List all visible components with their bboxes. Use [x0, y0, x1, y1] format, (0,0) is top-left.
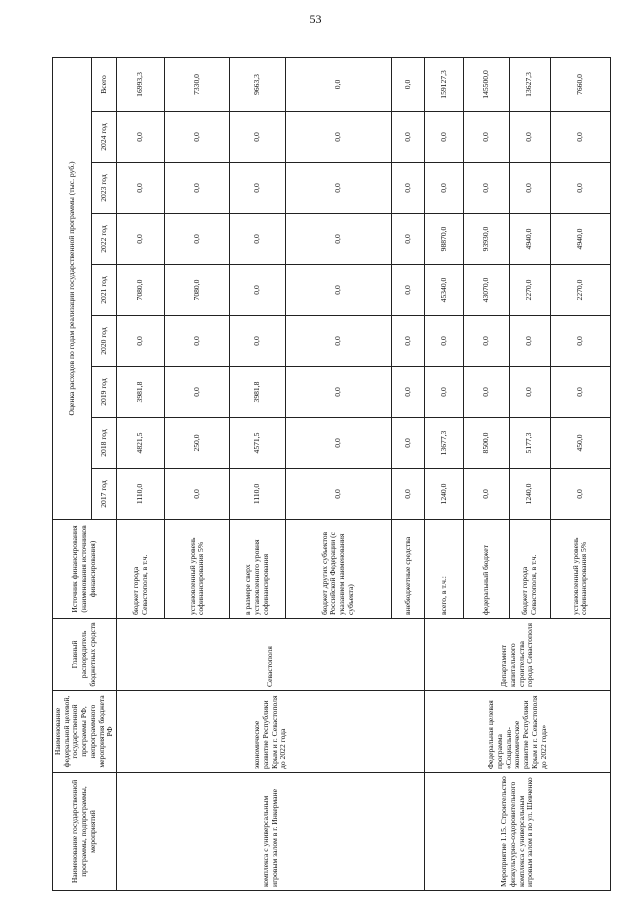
header-total: Всего	[91, 57, 116, 111]
cell-value: 0,0	[165, 163, 230, 214]
cell-federal-program: Федеральная целевая программа «Социально-экономическое развитие Республики Крым и г. Севастополя до 2022 года»	[425, 691, 611, 773]
cell-value: 0,0	[425, 112, 464, 163]
cell-value: 0,0	[117, 316, 165, 367]
header-year: 2021 год	[91, 265, 116, 316]
cell-value: 0,0	[285, 316, 391, 367]
cell-value: 0,0	[230, 316, 285, 367]
rotated-table-container	[52, 58, 603, 891]
cell-value: 4940,0	[509, 214, 550, 265]
cell-total: 159127,3	[425, 57, 464, 111]
table-body	[117, 57, 611, 890]
header-source: Источник финансирования (наименования источников финансирования)	[53, 520, 117, 619]
cell-value: 7080,0	[117, 265, 165, 316]
cell-value: 0,0	[391, 367, 425, 418]
cell-value: 0,0	[391, 163, 425, 214]
cell-value: 13677,3	[425, 418, 464, 469]
cell-value: 4821,5	[117, 418, 165, 469]
cell-value: 0,0	[165, 316, 230, 367]
cell-total: 0,0	[285, 57, 391, 111]
funding-table	[52, 57, 611, 891]
cell-value: 0,0	[117, 112, 165, 163]
cell-value: 0,0	[285, 418, 391, 469]
header-year: 2024 год	[91, 112, 116, 163]
cell-value: 0,0	[550, 163, 610, 214]
cell-value: 0,0	[285, 112, 391, 163]
table-row	[425, 57, 464, 890]
cell-value: 2270,0	[509, 265, 550, 316]
cell-value: 0,0	[509, 163, 550, 214]
header-distributor: Главный распорядитель бюджетных средств	[53, 619, 117, 691]
header-name: Наименование государственной программы, подпрограммы, мероприятий	[53, 773, 117, 891]
page-number: 53	[309, 12, 322, 26]
header-year: 2023 год	[91, 163, 116, 214]
cell-value: 0,0	[285, 469, 391, 520]
cell-value: 1240,0	[425, 469, 464, 520]
cell-source: в размере сверх установленного уровня софинансирования	[230, 520, 285, 619]
cell-federal-program: экономическое развитие Республики Крым и г. Севастополя до 2022 года	[117, 691, 425, 773]
cell-total: 13627,3	[509, 57, 550, 111]
cell-value: 3981,8	[230, 367, 285, 418]
cell-value: 0,0	[464, 469, 510, 520]
cell-name: комплекса с универсальным игровым залом в г. Инкермане	[117, 773, 425, 891]
cell-value: 0,0	[425, 163, 464, 214]
cell-value: 0,0	[230, 214, 285, 265]
cell-value: 7080,0	[165, 265, 230, 316]
header-estimate: Оценка расходов по годам реализации государственной программы (тыс. руб.)	[53, 57, 92, 519]
cell-value: 8500,0	[464, 418, 510, 469]
cell-value: 93930,0	[464, 214, 510, 265]
cell-value: 0,0	[391, 214, 425, 265]
header-year: 2020 год	[91, 316, 116, 367]
cell-value: 5177,3	[509, 418, 550, 469]
header-year: 2017 год	[91, 469, 116, 520]
cell-value: 45340,0	[425, 265, 464, 316]
cell-total: 16993,3	[117, 57, 165, 111]
cell-value: 3981,8	[117, 367, 165, 418]
cell-value: 0,0	[464, 163, 510, 214]
cell-value: 0,0	[230, 163, 285, 214]
cell-value: 250,0	[165, 418, 230, 469]
cell-value: 0,0	[550, 316, 610, 367]
cell-value: 4940,0	[550, 214, 610, 265]
cell-distributor: Департамент капитального строительства города Севастополя	[425, 619, 611, 691]
cell-value: 0,0	[285, 265, 391, 316]
table-row	[117, 57, 165, 890]
cell-value: 450,0	[550, 418, 610, 469]
cell-value: 0,0	[391, 316, 425, 367]
header-year: 2018 год	[91, 418, 116, 469]
cell-value: 0,0	[391, 112, 425, 163]
cell-total: 145500,0	[464, 57, 510, 111]
cell-value: 4571,5	[230, 418, 285, 469]
cell-value: 0,0	[391, 265, 425, 316]
cell-value: 0,0	[165, 112, 230, 163]
cell-value: 0,0	[165, 367, 230, 418]
cell-value: 0,0	[165, 469, 230, 520]
cell-value: 43070,0	[464, 265, 510, 316]
cell-total: 7330,0	[165, 57, 230, 111]
cell-distributor: Севастополя	[117, 619, 425, 691]
cell-source: бюджет других субъектов Российской Федерации (с указанием наименования субъекта)	[285, 520, 391, 619]
cell-source: бюджет города Севастополя, в т.ч.	[117, 520, 165, 619]
cell-total: 7660,0	[550, 57, 610, 111]
cell-source: всего, в т.ч.:	[425, 520, 464, 619]
cell-value: 2270,0	[550, 265, 610, 316]
cell-value: 98870,0	[425, 214, 464, 265]
cell-value: 0,0	[464, 367, 510, 418]
cell-total: 9663,3	[230, 57, 285, 111]
cell-value: 0,0	[230, 265, 285, 316]
cell-value: 0,0	[391, 469, 425, 520]
cell-value: 0,0	[464, 316, 510, 367]
cell-source: внебюджетные средства	[391, 520, 425, 619]
cell-value: 0,0	[509, 316, 550, 367]
cell-value: 0,0	[230, 112, 285, 163]
cell-value: 1110,0	[230, 469, 285, 520]
cell-value: 0,0	[117, 163, 165, 214]
cell-source: федеральный бюджет	[464, 520, 510, 619]
cell-value: 0,0	[285, 214, 391, 265]
cell-value: 0,0	[285, 367, 391, 418]
cell-value: 0,0	[425, 367, 464, 418]
cell-value: 0,0	[550, 469, 610, 520]
cell-source: установленный уровень софинансирования 5%	[550, 520, 610, 619]
cell-name: Мероприятие 1.15. Строительство физкультурно-оздоровительного комплекса с универсальным игровым залом в по ул. Шевченко	[425, 773, 611, 891]
cell-value: 0,0	[425, 316, 464, 367]
cell-source: бюджет города Севастополя, в т.ч.	[509, 520, 550, 619]
cell-value: 0,0	[391, 418, 425, 469]
cell-value: 1240,0	[509, 469, 550, 520]
cell-value: 0,0	[165, 214, 230, 265]
header-year: 2019 год	[91, 367, 116, 418]
cell-value: 0,0	[464, 112, 510, 163]
cell-value: 0,0	[509, 367, 550, 418]
cell-value: 0,0	[509, 112, 550, 163]
cell-value: 0,0	[117, 214, 165, 265]
cell-source: установленный уровень софинансирования 5%	[165, 520, 230, 619]
cell-value: 1110,0	[117, 469, 165, 520]
cell-value: 0,0	[550, 112, 610, 163]
cell-value: 0,0	[550, 367, 610, 418]
header-federal-program: Наименование федеральной целевой, государственной программы РФ, непрограммного мероприятия бюджета РФ	[53, 691, 117, 773]
cell-value: 0,0	[285, 163, 391, 214]
cell-total: 0,0	[391, 57, 425, 111]
header-year: 2022 год	[91, 214, 116, 265]
